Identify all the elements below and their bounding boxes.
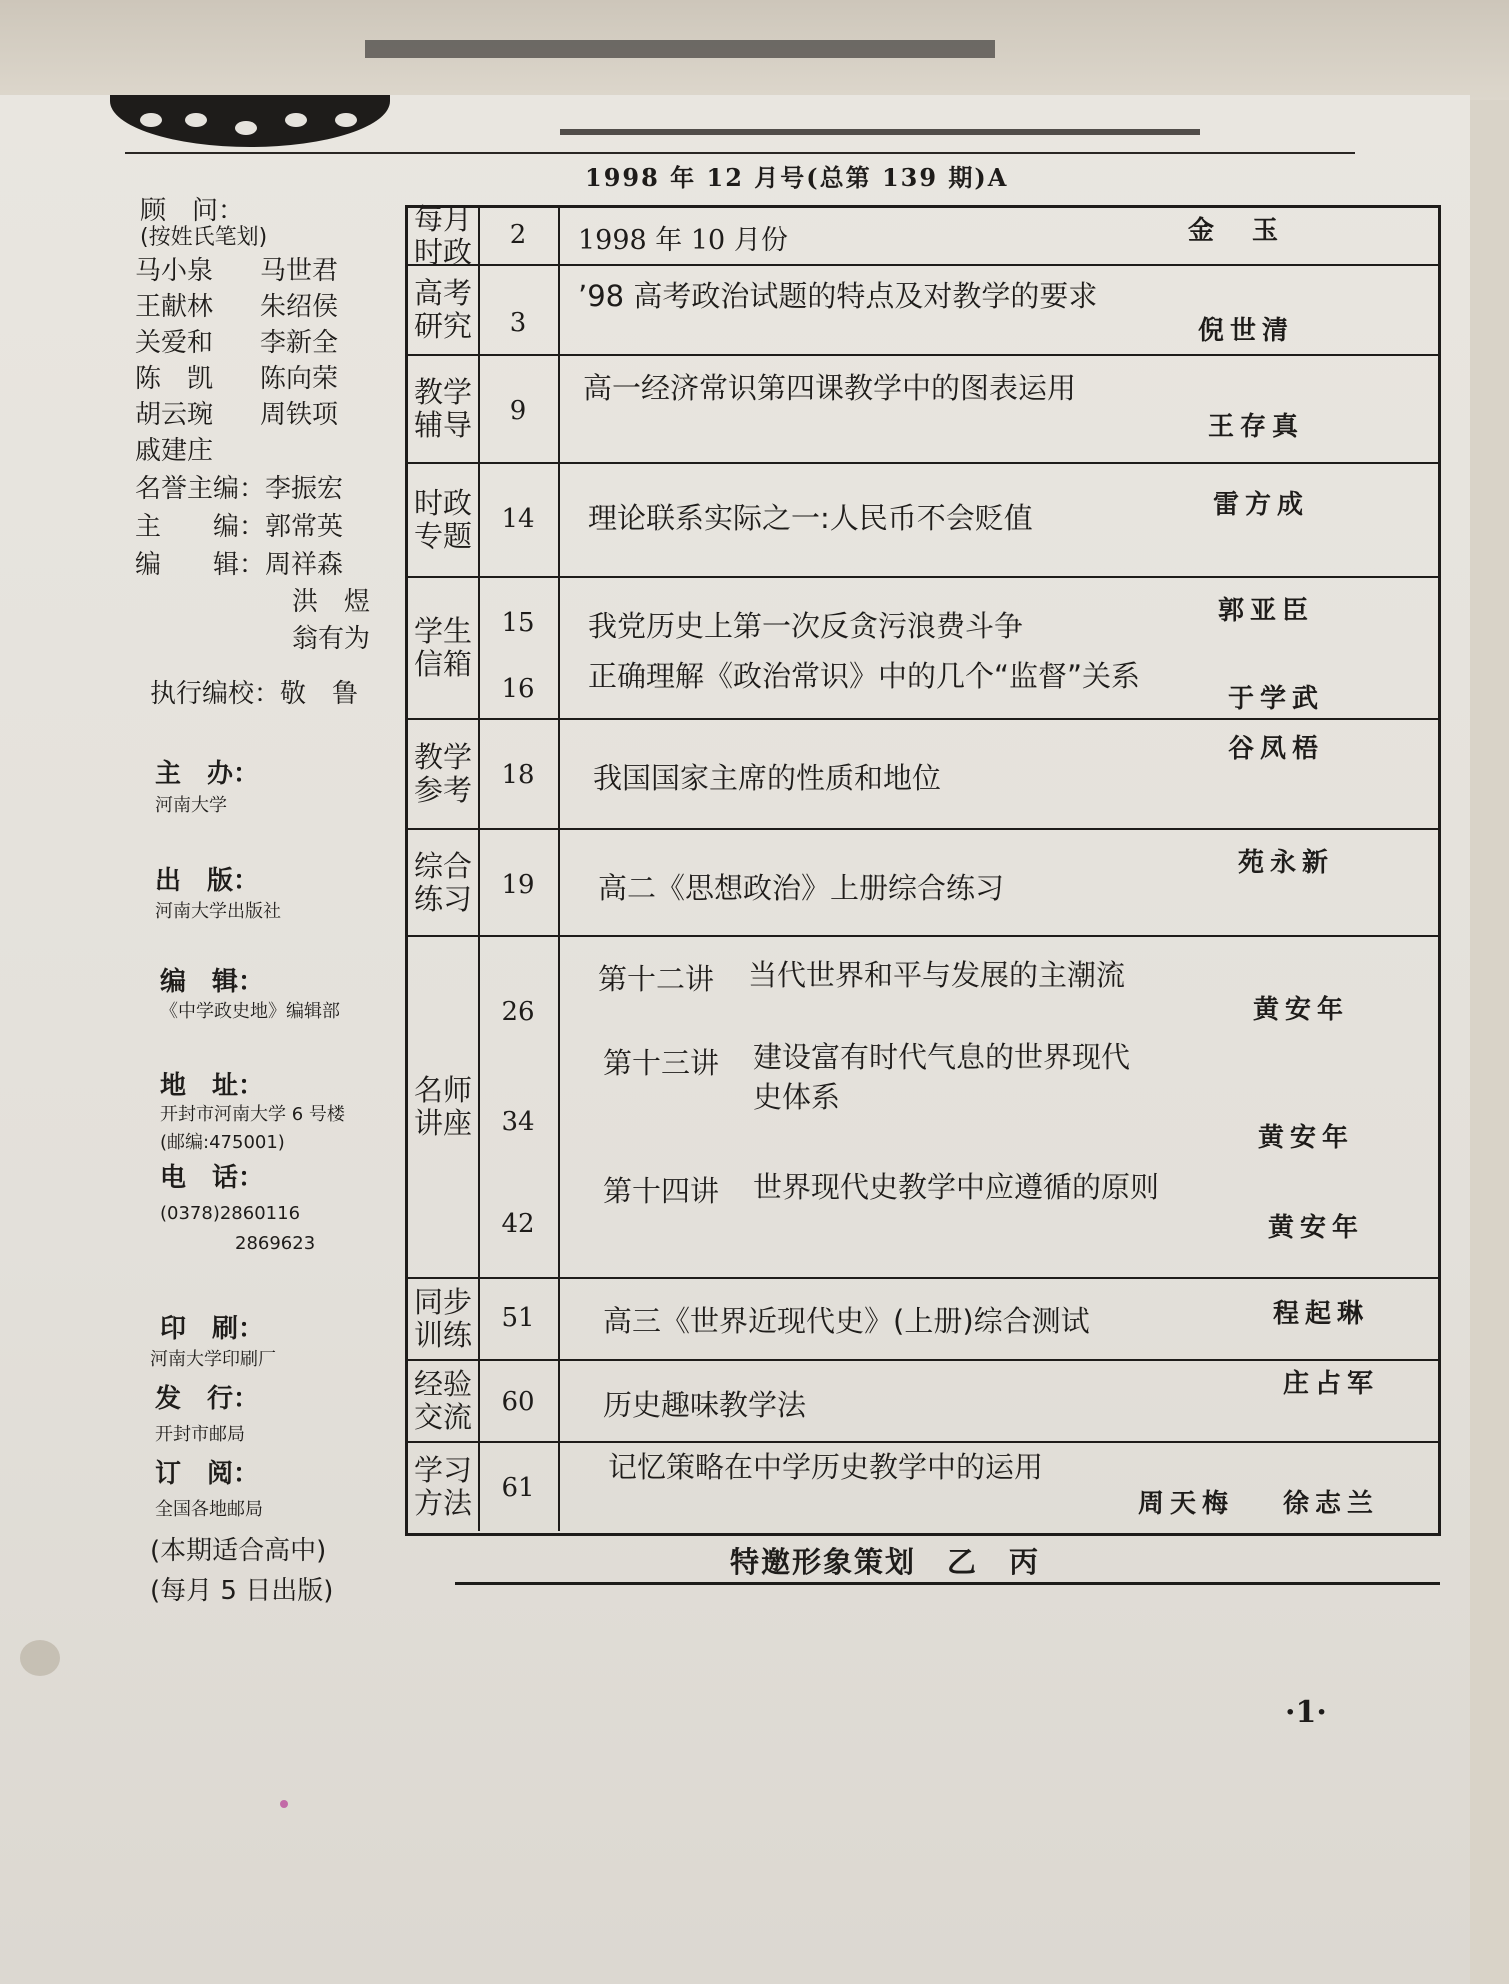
toc-category: 学习方法 bbox=[408, 1443, 480, 1531]
toc-row bbox=[408, 464, 1438, 578]
toc-lecture-number: 第十二讲 bbox=[598, 962, 715, 996]
toc-article-title: 高二《思想政治》上册综合练习 bbox=[598, 871, 1005, 905]
toc-page-cell bbox=[478, 830, 560, 935]
address-label: 地 址： bbox=[160, 1071, 265, 1101]
toc-article-title: ’98 高考政治试题的特点及对教学的要求 bbox=[578, 279, 1098, 313]
adviser-name: 胡云琬 bbox=[135, 400, 214, 430]
adviser-name: 王献林 bbox=[135, 292, 214, 322]
toc-page-cell bbox=[478, 1279, 560, 1359]
editor-name: 洪 煜 bbox=[292, 587, 371, 617]
toc-category: 名师讲座 bbox=[408, 937, 480, 1277]
toc-article-title: 记忆策略在中学历史教学中的运用 bbox=[608, 1450, 1044, 1484]
toc-page-number: 16 bbox=[501, 674, 535, 704]
toc-article-author: 倪世清 bbox=[1198, 316, 1295, 346]
paper-stain bbox=[20, 1640, 60, 1676]
toc-row bbox=[408, 1361, 1438, 1443]
adviser-name: 陈 凯 bbox=[135, 364, 214, 394]
toc-article-author: 庄占军 bbox=[1283, 1369, 1380, 1399]
header-rule bbox=[125, 152, 1355, 154]
adviser-name: 李新全 bbox=[260, 328, 339, 358]
toc-row bbox=[408, 720, 1438, 830]
toc-category: 每月时政 bbox=[408, 208, 480, 264]
publisher-value: 河南大学出版社 bbox=[155, 901, 281, 922]
toc-page-number: 26 bbox=[501, 997, 535, 1027]
toc-row bbox=[408, 202, 1438, 269]
editor-name: 翁有为 bbox=[292, 624, 371, 654]
toc-page-number: 42 bbox=[501, 1209, 535, 1239]
toc-page-cell bbox=[478, 1443, 560, 1531]
toc-category: 高考研究 bbox=[408, 266, 480, 354]
toc-article-author: 于学武 bbox=[1228, 684, 1325, 714]
toc-page-number: 60 bbox=[501, 1387, 535, 1417]
toc-page-cell bbox=[478, 464, 560, 576]
toc-page-cell bbox=[478, 937, 560, 1277]
toc-article-author: 金 玉 bbox=[1188, 216, 1285, 246]
previous-page-band bbox=[365, 40, 995, 58]
toc-page-cell bbox=[478, 266, 560, 354]
issue-line: 1998 年 12 月号(总第 139 期)A bbox=[585, 163, 1009, 192]
paper-stain bbox=[280, 1800, 288, 1808]
toc-page-number: 34 bbox=[501, 1107, 535, 1137]
sponsor-label: 主 办： bbox=[155, 759, 260, 789]
toc-page-number: 9 bbox=[509, 396, 527, 426]
toc-page-number: 15 bbox=[501, 608, 535, 638]
toc-article-author: 王存真 bbox=[1208, 412, 1305, 442]
adviser-name: 马小泉 bbox=[135, 256, 214, 286]
toc-page-cell bbox=[478, 356, 560, 462]
phone-label: 电 话： bbox=[160, 1163, 265, 1193]
toc-article-title: 正确理解《政治常识》中的几个“监督”关系 bbox=[588, 659, 1141, 693]
previous-page-edge bbox=[0, 0, 1509, 100]
toc-row bbox=[408, 578, 1438, 720]
schedule-note: (每月 5 日出版) bbox=[150, 1576, 334, 1606]
phone-1: (0378)2860116 bbox=[160, 1203, 301, 1224]
toc-row bbox=[408, 830, 1438, 937]
toc-article-author: 谷凤梧 bbox=[1228, 734, 1325, 764]
toc-category: 经验交流 bbox=[408, 1361, 480, 1441]
toc-page-number: 61 bbox=[501, 1473, 535, 1503]
logo-dot bbox=[335, 113, 357, 127]
toc-article-title: 建设富有时代气息的世界现代 bbox=[753, 1040, 1131, 1074]
toc-category: 教学参考 bbox=[408, 720, 480, 828]
logo-dot bbox=[235, 121, 257, 135]
toc-article-author: 程起琳 bbox=[1273, 1299, 1370, 1329]
toc-article-title: 1998 年 10 月份 bbox=[578, 225, 788, 256]
masthead-logo bbox=[110, 95, 1210, 150]
editors: 编 辑：周祥森 bbox=[135, 550, 344, 580]
toc-article-author: 周天梅 bbox=[1138, 1489, 1235, 1519]
page-number: ·1· bbox=[1285, 1695, 1327, 1730]
toc-page-cell bbox=[478, 578, 560, 718]
adviser-name: 陈向荣 bbox=[260, 364, 339, 394]
adviser-name: 周铁项 bbox=[260, 400, 339, 430]
toc-article-author: 苑永新 bbox=[1238, 848, 1335, 878]
toc-article-author: 黄安年 bbox=[1268, 1213, 1365, 1243]
adviser-name: 关爱和 bbox=[135, 328, 214, 358]
toc-article-author: 黄安年 bbox=[1258, 1123, 1355, 1153]
logo-dot bbox=[285, 113, 307, 127]
table-of-contents bbox=[405, 202, 1441, 1536]
toc-article-title: 历史趣味教学法 bbox=[603, 1388, 807, 1422]
toc-row bbox=[408, 1279, 1438, 1361]
toc-category: 学生信箱 bbox=[408, 578, 480, 718]
audience-note: (本期适合高中) bbox=[150, 1536, 327, 1566]
toc-article-title: 我国国家主席的性质和地位 bbox=[593, 761, 942, 795]
toc-page-cell bbox=[478, 1361, 560, 1441]
subscription-label: 订 阅： bbox=[155, 1459, 260, 1489]
toc-article-title: 理论联系实际之一:人民币不会贬值 bbox=[588, 501, 1033, 535]
toc-category: 综合练习 bbox=[408, 830, 480, 935]
toc-article-title: 高三《世界近现代史》(上册)综合测试 bbox=[603, 1304, 1090, 1338]
toc-page-number: 51 bbox=[501, 1303, 535, 1333]
toc-article-title: 当代世界和平与发展的主潮流 bbox=[748, 958, 1126, 992]
adviser-note: (按姓氏笔划) bbox=[140, 225, 268, 250]
adviser-name: 朱绍侯 bbox=[260, 292, 339, 322]
toc-page-number: 14 bbox=[501, 504, 535, 534]
toc-article-author: 徐志兰 bbox=[1283, 1489, 1380, 1519]
toc-page-number: 18 bbox=[501, 760, 535, 790]
postcode: (邮编:475001) bbox=[160, 1132, 285, 1153]
toc-page-number: 3 bbox=[509, 308, 527, 338]
toc-category: 同步训练 bbox=[408, 1279, 480, 1359]
masthead-title-ghost bbox=[560, 99, 1200, 135]
toc-page-number: 19 bbox=[501, 870, 535, 900]
toc-row bbox=[408, 937, 1438, 1279]
printing-value: 河南大学印刷厂 bbox=[150, 1349, 276, 1370]
logo-dot bbox=[140, 113, 162, 127]
design-credit: 特邀形象策划 乙 丙 bbox=[730, 1545, 1041, 1579]
adviser-name: 戚建庄 bbox=[135, 436, 214, 466]
toc-row bbox=[408, 266, 1438, 356]
publisher-label: 出 版： bbox=[155, 866, 260, 896]
sponsor-value: 河南大学 bbox=[155, 795, 227, 816]
adviser-name: 马世君 bbox=[260, 256, 339, 286]
subscription-value: 全国各地邮局 bbox=[155, 1499, 263, 1520]
address-value: 开封市河南大学 6 号楼 bbox=[160, 1104, 345, 1125]
chief-editor: 主 编：郭常英 bbox=[135, 512, 344, 542]
logo-dot bbox=[185, 113, 207, 127]
toc-page-cell bbox=[478, 208, 560, 264]
distribution-label: 发 行： bbox=[155, 1384, 260, 1414]
toc-article-author: 郭亚臣 bbox=[1218, 596, 1315, 626]
toc-article-title: 我党历史上第一次反贪污浪费斗争 bbox=[588, 609, 1024, 643]
toc-page-cell bbox=[478, 720, 560, 828]
proofreader: 执行编校：敬 鲁 bbox=[150, 679, 359, 709]
honorary-editor: 名誉主编：李振宏 bbox=[135, 474, 344, 504]
printing-label: 印 刷： bbox=[160, 1314, 265, 1344]
distribution-value: 开封市邮局 bbox=[155, 1424, 245, 1445]
footer-rule bbox=[455, 1582, 1440, 1585]
editorial-value: 《中学政史地》编辑部 bbox=[160, 1001, 340, 1022]
editorial-label: 编 辑： bbox=[160, 967, 265, 997]
toc-row bbox=[408, 1443, 1438, 1531]
toc-article-author: 雷方成 bbox=[1213, 490, 1310, 520]
toc-row bbox=[408, 356, 1438, 464]
adviser-label: 顾 问： bbox=[140, 196, 245, 226]
toc-page-number: 2 bbox=[509, 220, 527, 250]
toc-article-title: 高一经济常识第四课教学中的图表运用 bbox=[583, 371, 1077, 405]
toc-article-title-continued: 史体系 bbox=[753, 1080, 841, 1114]
toc-category: 教学辅导 bbox=[408, 356, 480, 462]
toc-article-author: 黄安年 bbox=[1253, 995, 1350, 1025]
toc-category: 时政专题 bbox=[408, 464, 480, 576]
toc-article-title: 世界现代史教学中应遵循的原则 bbox=[753, 1170, 1160, 1204]
phone-2: 2869623 bbox=[235, 1233, 316, 1254]
toc-lecture-number: 第十三讲 bbox=[603, 1046, 720, 1080]
toc-lecture-number: 第十四讲 bbox=[603, 1174, 720, 1208]
